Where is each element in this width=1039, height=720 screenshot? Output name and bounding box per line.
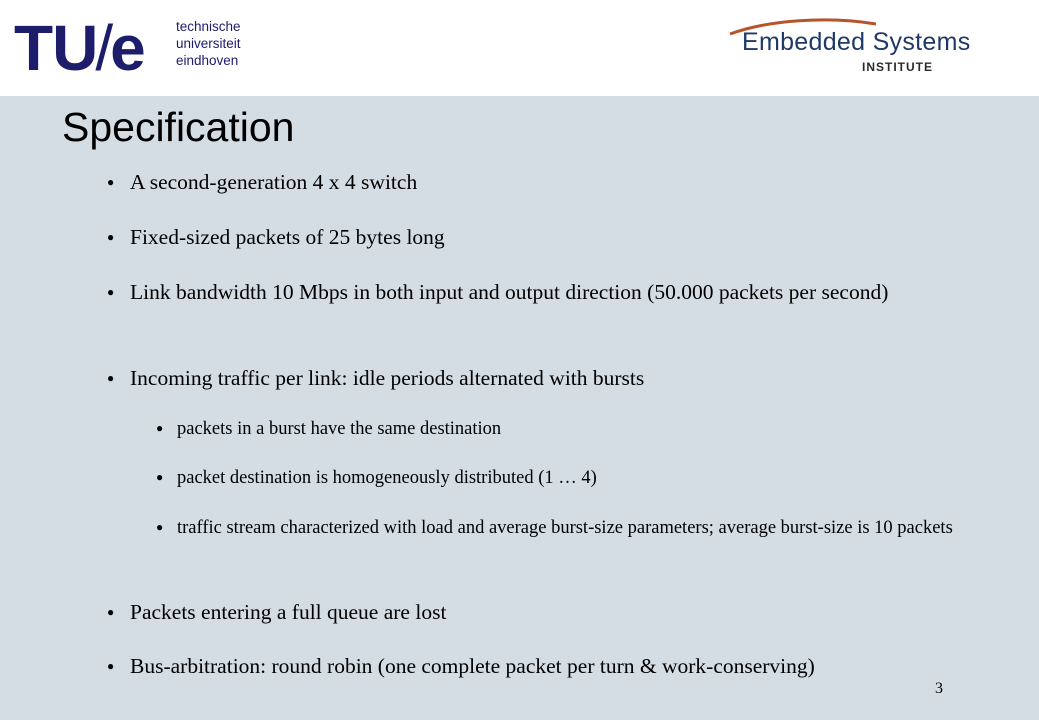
- bullet-text: Packets entering a full queue are lost: [130, 600, 447, 624]
- bullet-text: A second-generation 4 x 4 switch: [130, 170, 418, 194]
- bullet-dot-icon: ●: [107, 659, 115, 673]
- sub-bullet-item: [156, 416, 977, 442]
- sub-bullet-dot-icon: ●: [156, 421, 164, 435]
- bullet-dot-icon: ●: [107, 230, 115, 244]
- bullet-item: [107, 597, 990, 628]
- sub-bullet-dot-icon: ●: [156, 470, 164, 484]
- sub-bullet-text: packet destination is homogeneously distributed (1 … 4): [177, 468, 597, 488]
- bullet-dot-icon: ●: [107, 175, 115, 189]
- bullet-item: [107, 363, 990, 394]
- bullet-item: [107, 167, 990, 198]
- sub-bullet-dot-icon: ●: [156, 520, 164, 534]
- bullet-item: [107, 222, 990, 253]
- bullet-dot-icon: ●: [107, 371, 115, 385]
- bullet-text: Bus-arbitration: round robin (one complete packet per turn & work-conserving): [130, 654, 815, 678]
- sub-bullet-item: [156, 515, 977, 541]
- bullet-dot-icon: ●: [107, 285, 115, 299]
- slide-header: [0, 0, 1039, 96]
- esi-logo: [728, 18, 998, 78]
- bullet-dot-icon: ●: [107, 605, 115, 619]
- bullet-text: Link bandwidth 10 Mbps in both input and output direction (50.000 packets per second): [130, 280, 889, 304]
- tue-logo-mark: TU/e: [14, 12, 145, 84]
- bullet-item: [107, 651, 990, 682]
- esi-logo-name: Embedded Systems: [742, 28, 971, 56]
- tue-logo-text: technische universiteit eindhoven: [176, 19, 241, 68]
- bullet-item: [107, 277, 990, 308]
- sub-bullet-text: traffic stream characterized with load and average burst-size parameters; average burst-size is 10 packets: [177, 518, 953, 538]
- sub-bullet-text: packets in a burst have the same destination: [177, 419, 502, 439]
- page-number: 3: [935, 680, 943, 697]
- bullet-text: Incoming traffic per link: idle periods alternated with bursts: [130, 366, 645, 390]
- esi-logo-subtitle: INSTITUTE: [862, 60, 933, 74]
- slide-title: Specification: [62, 104, 295, 150]
- bullet-text: Fixed-sized packets of 25 bytes long: [130, 225, 445, 249]
- sub-bullet-item: [156, 465, 977, 491]
